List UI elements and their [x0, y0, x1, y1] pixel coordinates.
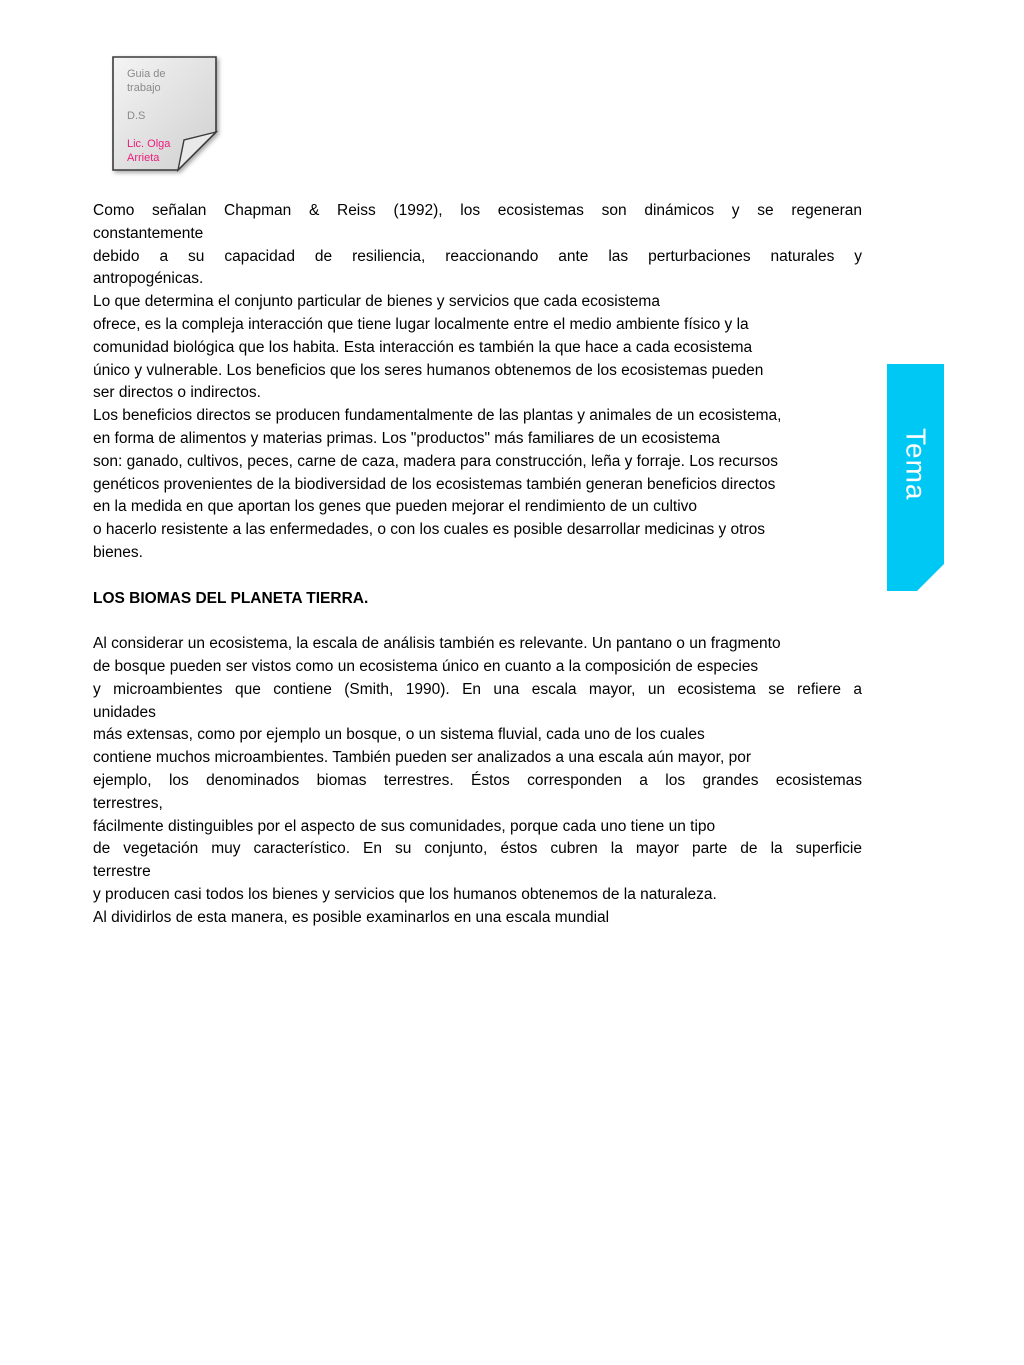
- body-line: y producen casi todos los bienes y servicios que los humanos obtenemos de la naturaleza.: [93, 885, 717, 903]
- body-line: y microambientes que contiene (Smith, 1990). En una escala mayor, un ecosistema se refiere a: [93, 680, 862, 698]
- body-line: bienes.: [93, 543, 143, 561]
- note-line-2: trabajo: [127, 82, 161, 94]
- body-line: en la medida en que aportan los genes que pueden mejorar el rendimiento de un cultivo: [93, 498, 698, 516]
- body-line: terrestre: [93, 863, 151, 881]
- body-line: ofrece, es la compleja interacción que tiene lugar localmente entre el medio ambiente físico y la: [93, 315, 749, 333]
- body-line: ser directos o indirectos.: [93, 384, 261, 402]
- note-code: D.S: [127, 110, 146, 122]
- body-line: debido a su capacidad de resiliencia, reaccionando ante las perturbaciones naturales y: [93, 247, 862, 265]
- body-line: Al considerar un ecosistema, la escala de análisis también es relevante. Un pantano o un fragmento: [93, 635, 781, 653]
- section-heading: LOS BIOMAS DEL PLANETA TIERRA.: [93, 589, 369, 607]
- body-line: ejemplo, los denominados biomas terrestres. Éstos corresponden a los grandes ecosistemas: [93, 771, 862, 789]
- side-tab-label: Tema: [900, 427, 932, 501]
- note-line-1: Guia de: [127, 68, 166, 80]
- body-line: más extensas, como por ejemplo un bosque, o un sistema fluvial, cada uno de los cuales: [93, 726, 705, 744]
- body-line: o hacerlo resistente a las enfermedades, o con los cuales es posible desarrollar medicinas y otros: [93, 521, 766, 539]
- body-line: constantemente: [93, 224, 204, 242]
- note-author-1: Lic. Olga: [127, 138, 171, 150]
- body-line: Como señalan Chapman & Reiss (1992), los ecosistemas son dinámicos y se regeneran: [93, 202, 862, 219]
- body-line: único y vulnerable. Los beneficios que los seres humanos obtenemos de los ecosistemas pueden: [93, 361, 764, 379]
- topic-side-tab: [887, 364, 944, 591]
- body-line: contiene muchos microambientes. También pueden ser analizados a una escala aún mayor, por: [93, 749, 751, 767]
- document-body: [93, 200, 862, 930]
- body-line: unidades: [93, 703, 156, 721]
- body-line: en forma de alimentos y materias primas. Los "productos" más familiares de un ecosistema: [93, 429, 720, 447]
- body-line: de bosque pueden ser vistos como un ecosistema único en cuanto a la composición de especies: [93, 657, 759, 675]
- body-line: antropogénicas.: [93, 270, 204, 288]
- body-line: Lo que determina el conjunto particular de bienes y servicios que cada ecosistema: [93, 293, 660, 311]
- note-text: [127, 67, 189, 165]
- body-line: son: ganado, cultivos, peces, carne de caza, madera para construcción, leña y forraje. Los recursos: [93, 452, 778, 470]
- body-line: de vegetación muy característico. En su conjunto, éstos cubren la mayor parte de la superficie: [93, 840, 862, 858]
- body-line: terrestres,: [93, 794, 163, 812]
- body-line: fácilmente distinguibles por el aspecto de sus comunidades, porque cada uno tiene un tipo: [93, 817, 716, 835]
- guide-note-badge: [112, 56, 218, 172]
- body-line: comunidad biológica que los habita. Esta interacción es también la que hace a cada ecosistema: [93, 338, 753, 356]
- body-line: Al dividirlos de esta manera, es posible examinarlos en una escala mundial: [93, 908, 610, 926]
- body-line: genéticos provenientes de la biodiversidad de los ecosistemas también generan beneficios directos: [93, 475, 776, 493]
- note-author-2: Arrieta: [127, 152, 160, 164]
- body-line: Los beneficios directos se producen fundamentalmente de las plantas y animales de un ecosistema,: [93, 407, 782, 425]
